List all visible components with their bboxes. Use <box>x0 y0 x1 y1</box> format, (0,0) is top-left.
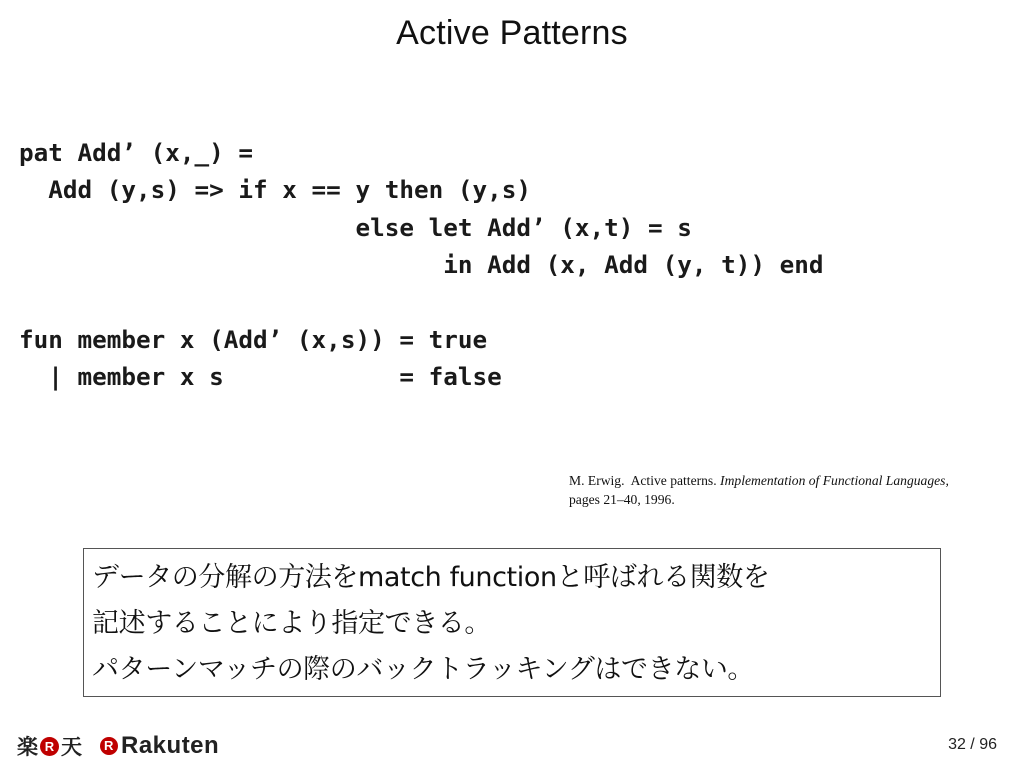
citation-authors: M. Erwig. <box>569 473 625 488</box>
page-number: 32 / 96 <box>948 736 997 753</box>
citation-venue: Implementation of Functional Languages, <box>720 473 949 488</box>
code-line: in Add (x, Add (y, t)) end <box>19 250 824 280</box>
logo-jp-right-char: 天 <box>61 735 82 759</box>
code-line: else let Add’ (x,t) = s <box>19 212 692 242</box>
code-line: pat Add’ (x,_) = <box>19 138 254 167</box>
code-line: fun member x (Add’ (x,s)) = true <box>19 324 488 354</box>
rakuten-logo-en <box>100 732 219 760</box>
note-line: パターンマッチの際のバックトラッキングはできない。 <box>92 654 755 685</box>
slide-title: Active Patterns <box>396 14 628 52</box>
rakuten-r-icon: R <box>100 737 118 755</box>
citation <box>569 471 1019 509</box>
footer-logos <box>17 731 219 761</box>
rakuten-r-icon: R <box>40 737 59 756</box>
logo-en-text: Rakuten <box>121 732 220 759</box>
logo-jp-left-char: 楽 <box>17 735 38 759</box>
code-block <box>19 134 824 396</box>
citation-pages: pages 21–40, 1996. <box>569 492 675 507</box>
note-box <box>83 548 941 697</box>
note-line: 記述することにより指定できる。 <box>92 608 491 639</box>
rakuten-logo-jp <box>17 731 82 761</box>
note-line: データの分解の方法をmatch functionと呼ばれる関数を <box>92 562 770 593</box>
code-line <box>19 284 824 321</box>
code-line: | member x s = false <box>19 362 502 392</box>
citation-paper: Active patterns. <box>630 473 717 488</box>
code-line: Add (y,s) => if x == y then (y,s) <box>19 175 531 205</box>
